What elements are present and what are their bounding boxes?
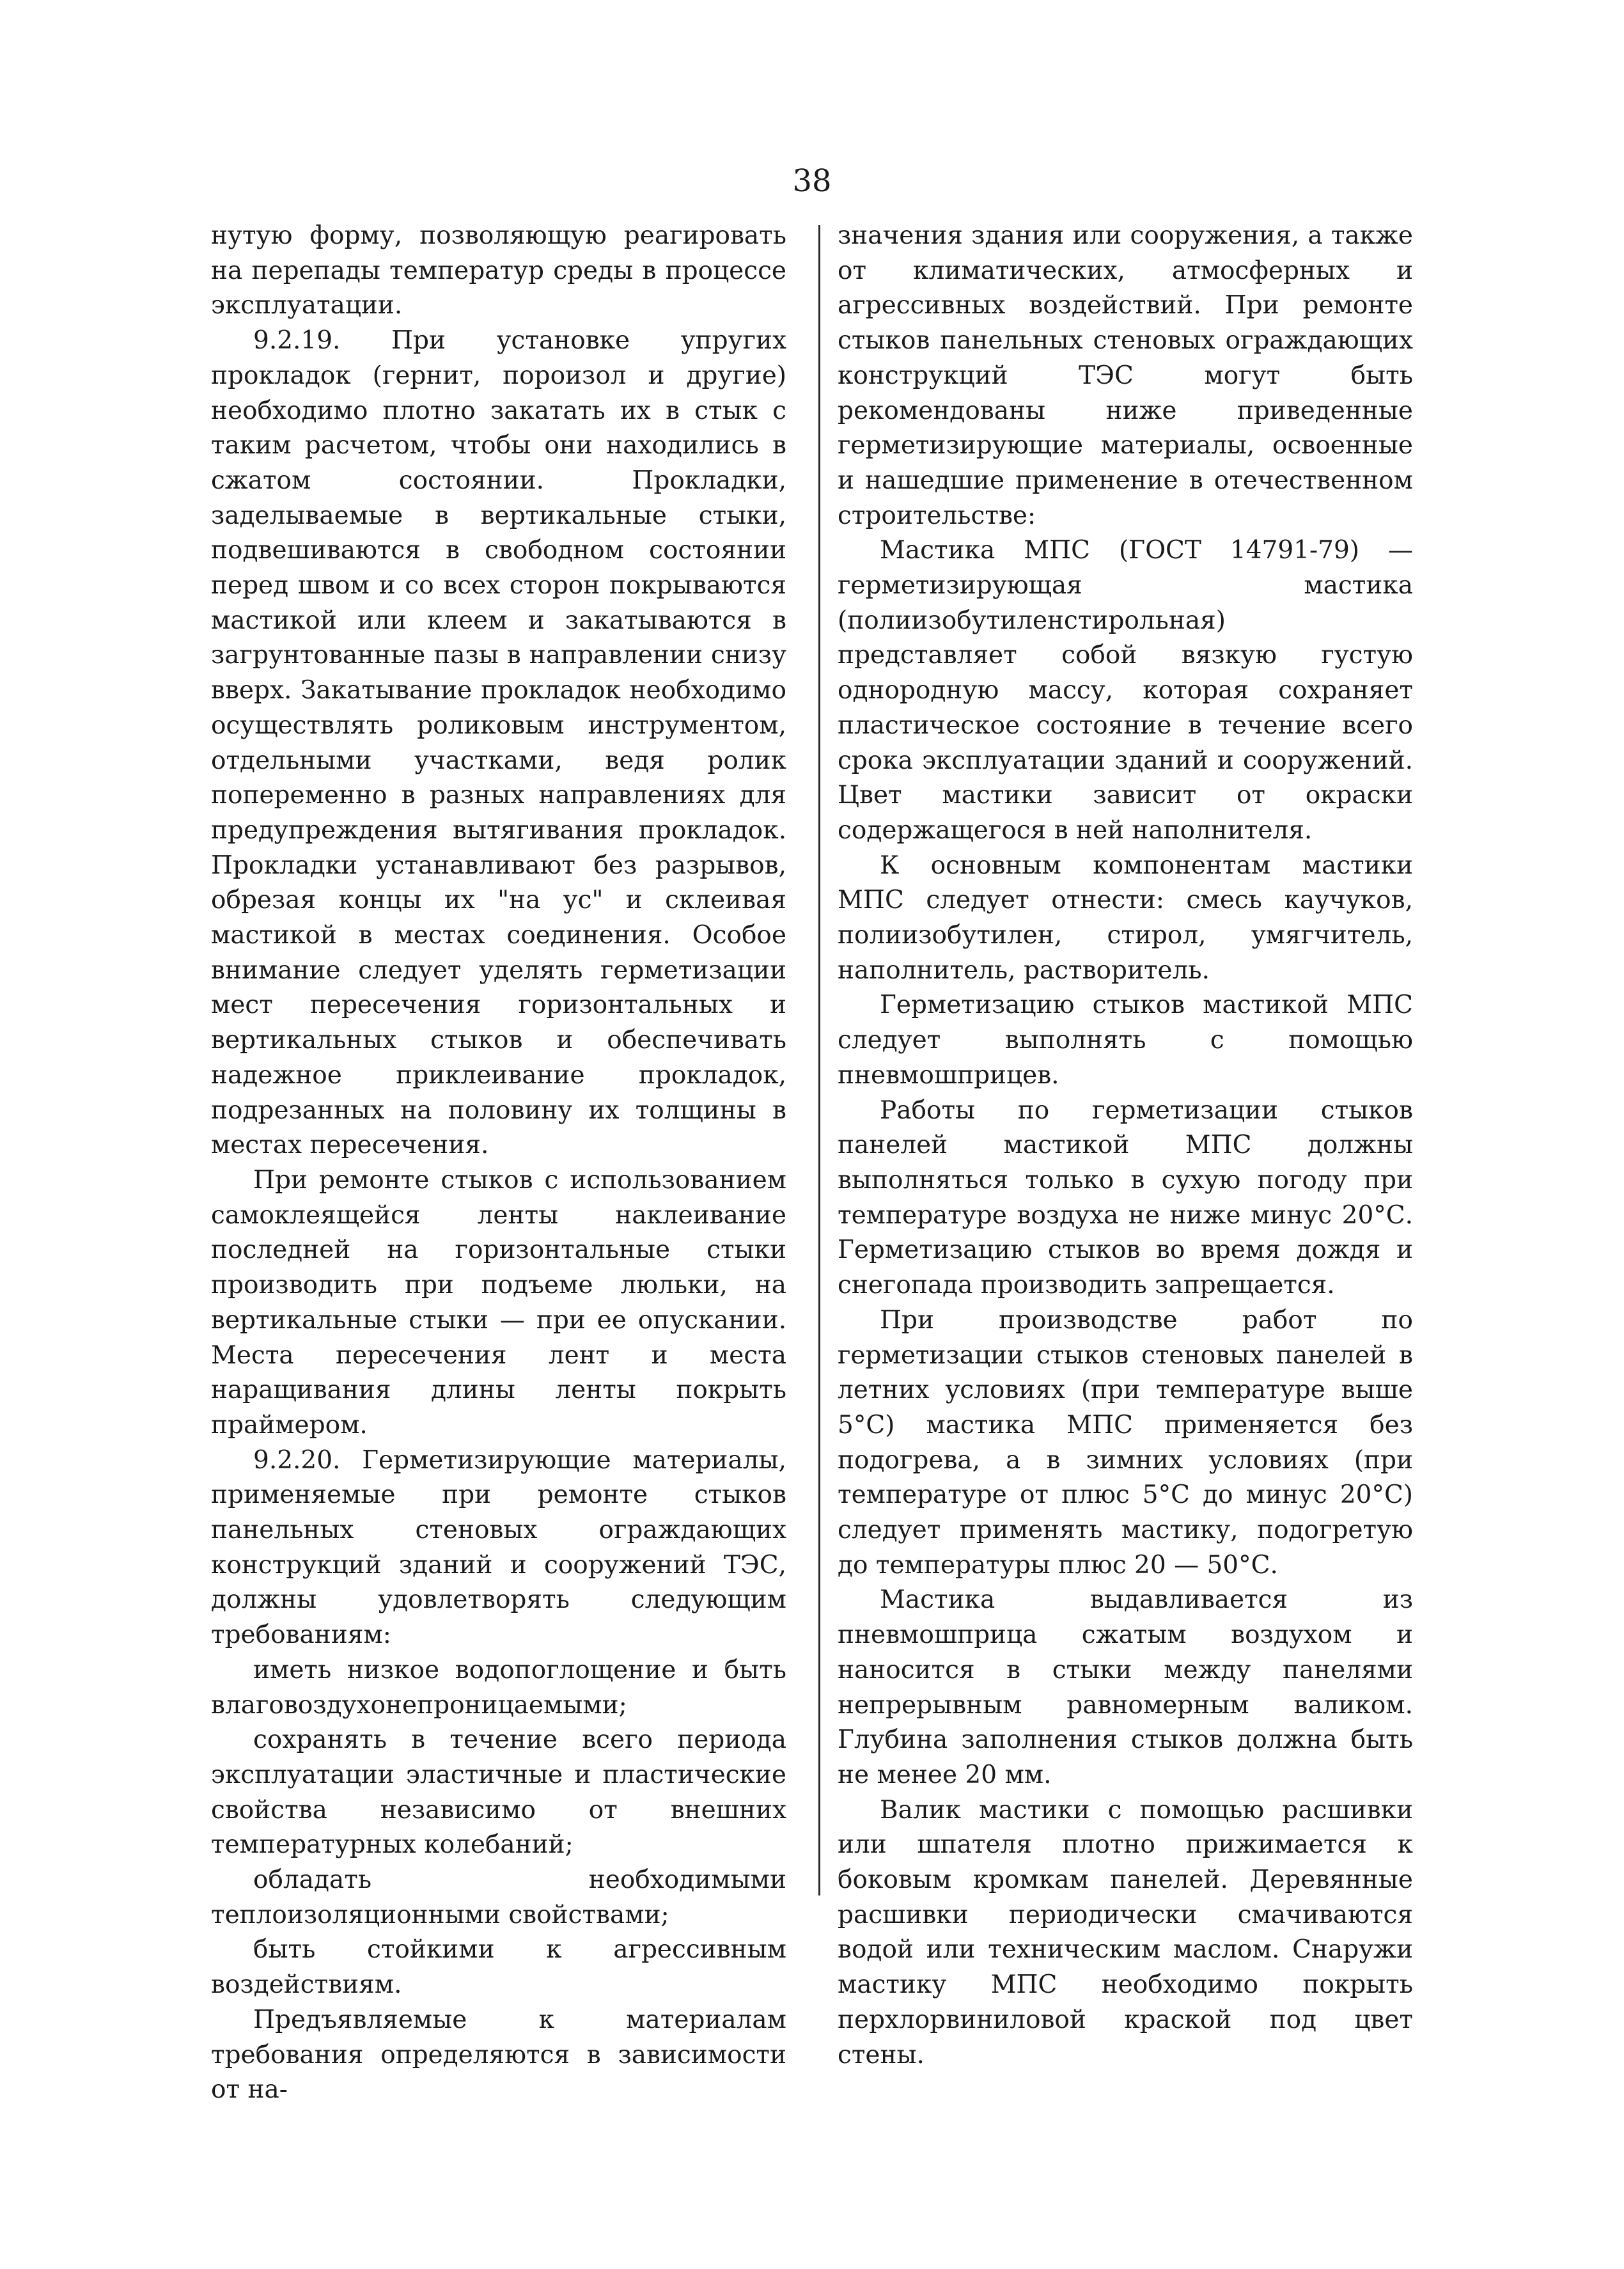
list-item: обладать необходимыми теплоизоляционными свойствами; bbox=[211, 1865, 786, 1929]
paragraph: Предъявляемые к материалам требования определяются в зависимости от на- bbox=[211, 2005, 786, 2105]
paragraph: Герметизацию стыков мастикой МПС следует выполнять с помощью пневмошприцев. bbox=[838, 991, 1413, 1090]
page-number: 38 bbox=[792, 163, 832, 199]
list-item: сохранять в течение всего периода эксплуатации эластичные и пластические свойства независимо от внешних температурных колебаний; bbox=[211, 1725, 786, 1860]
paragraph: нутую форму, позволяющую реагировать на перепады температур среды в процессе эксплуатации. bbox=[211, 221, 786, 320]
paragraph: Валик мастики с помощью расшивки или шпателя плотно прижимается к боковым кромкам панелей. Деревянные расшивки периодически смачиваются водой или техническим маслом. Снаружи мастику МПС необходимо покрыть перхлорвиниловой краской под цвет стены. bbox=[838, 1795, 1413, 2069]
left-column bbox=[211, 219, 786, 2108]
paragraph: К основным компонентам мастики МПС следует отнести: смесь каучуков, полиизобутилен, стирол, умягчитель, наполнитель, растворитель. bbox=[838, 851, 1413, 985]
paragraph: Мастика МПС (ГОСТ 14791-79) — герметизирующая мастика (полиизобутиленстирольная) представляет собой вязкую густую однородную массу, которая сохраняет пластическое состояние в течение всего срока эксплуатации зданий и сооружений. Цвет мастики зависит от окраски содержащегося в ней наполнителя. bbox=[838, 536, 1413, 845]
paragraph: Работы по герметизации стыков панелей мастикой МПС должны выполняться только в сухую погоду при температуре воздуха не ниже минус 20°С. Герметизацию стыков во время дождя и снегопада производить запрещается. bbox=[838, 1095, 1413, 1300]
paragraph: 9.2.20. Герметизирующие материалы, применяемые при ремонте стыков панельных стеновых ограждающих конструкций зданий и сооружений ТЭС, должны удовлетворять следующим требованиям: bbox=[211, 1445, 786, 1650]
list-item: иметь низкое водопоглощение и быть влаговоздухонепроницаемыми; bbox=[211, 1655, 786, 1720]
column-divider bbox=[818, 225, 820, 1896]
paragraph: 9.2.19. При установке упругих прокладок (гернит, пороизол и другие) необходимо плотно закатать их в стык с таким расчетом, чтобы они находились в сжатом состоянии. Прокладки, заделываемые в вертикальные стыки, подвешиваются в свободном состоянии перед швом и со всех сторон покрываются мастикой или клеем и закатываются в загрунтованные пазы в направлении снизу вверх. Закатывание прокладок необходимо осуществлять роликовым инструментом, отдельными участками, ведя ролик попеременно в разных направлениях для предупреждения вытягивания прокладок. Прокладки устанавливают без разрывов, обрезая концы их "на ус" и склеивая мастикой в местах соединения. Особое внимание следует уделять герметизации мест пересечения горизонтальных и вертикальных стыков и обеспечивать надежное приклеивание прокладок, подрезанных на половину их толщины в местах пересечения. bbox=[211, 326, 786, 1160]
paragraph: При производстве работ по герметизации стыков стеновых панелей в летних условиях (при температуре выше 5°С) мастика МПС применяется без подогрева, а в зимних условиях (при температуре от плюс 5°С до минус 20°С) следует применять мастику, подогретую до температуры плюс 20 — 50°С. bbox=[838, 1305, 1413, 1580]
paragraph: При ремонте стыков с использованием самоклеящейся ленты наклеивание последней на горизонтальные стыки производить при подъеме люльки, на вертикальные стыки — при ее опускании. Места пересечения лент и места наращивания длины ленты покрыть праймером. bbox=[211, 1165, 786, 1440]
paragraph: Мастика выдавливается из пневмошприца сжатым воздухом и наносится в стыки между панелями непрерывным равномерным валиком. Глубина заполнения стыков должна быть не менее 20 мм. bbox=[838, 1585, 1413, 1789]
right-column bbox=[838, 219, 1413, 2073]
paragraph: значения здания или сооружения, а также от климатических, атмосферных и агрессивных воздействий. При ремонте стыков панельных стеновых ограждающих конструкций ТЭС могут быть рекомендованы ниже приведенные герметизирующие материалы, освоенные и нашедшие применение в отечественном строительстве: bbox=[838, 221, 1413, 530]
list-item: быть стойкими к агрессивным воздействиям. bbox=[211, 1935, 786, 2000]
